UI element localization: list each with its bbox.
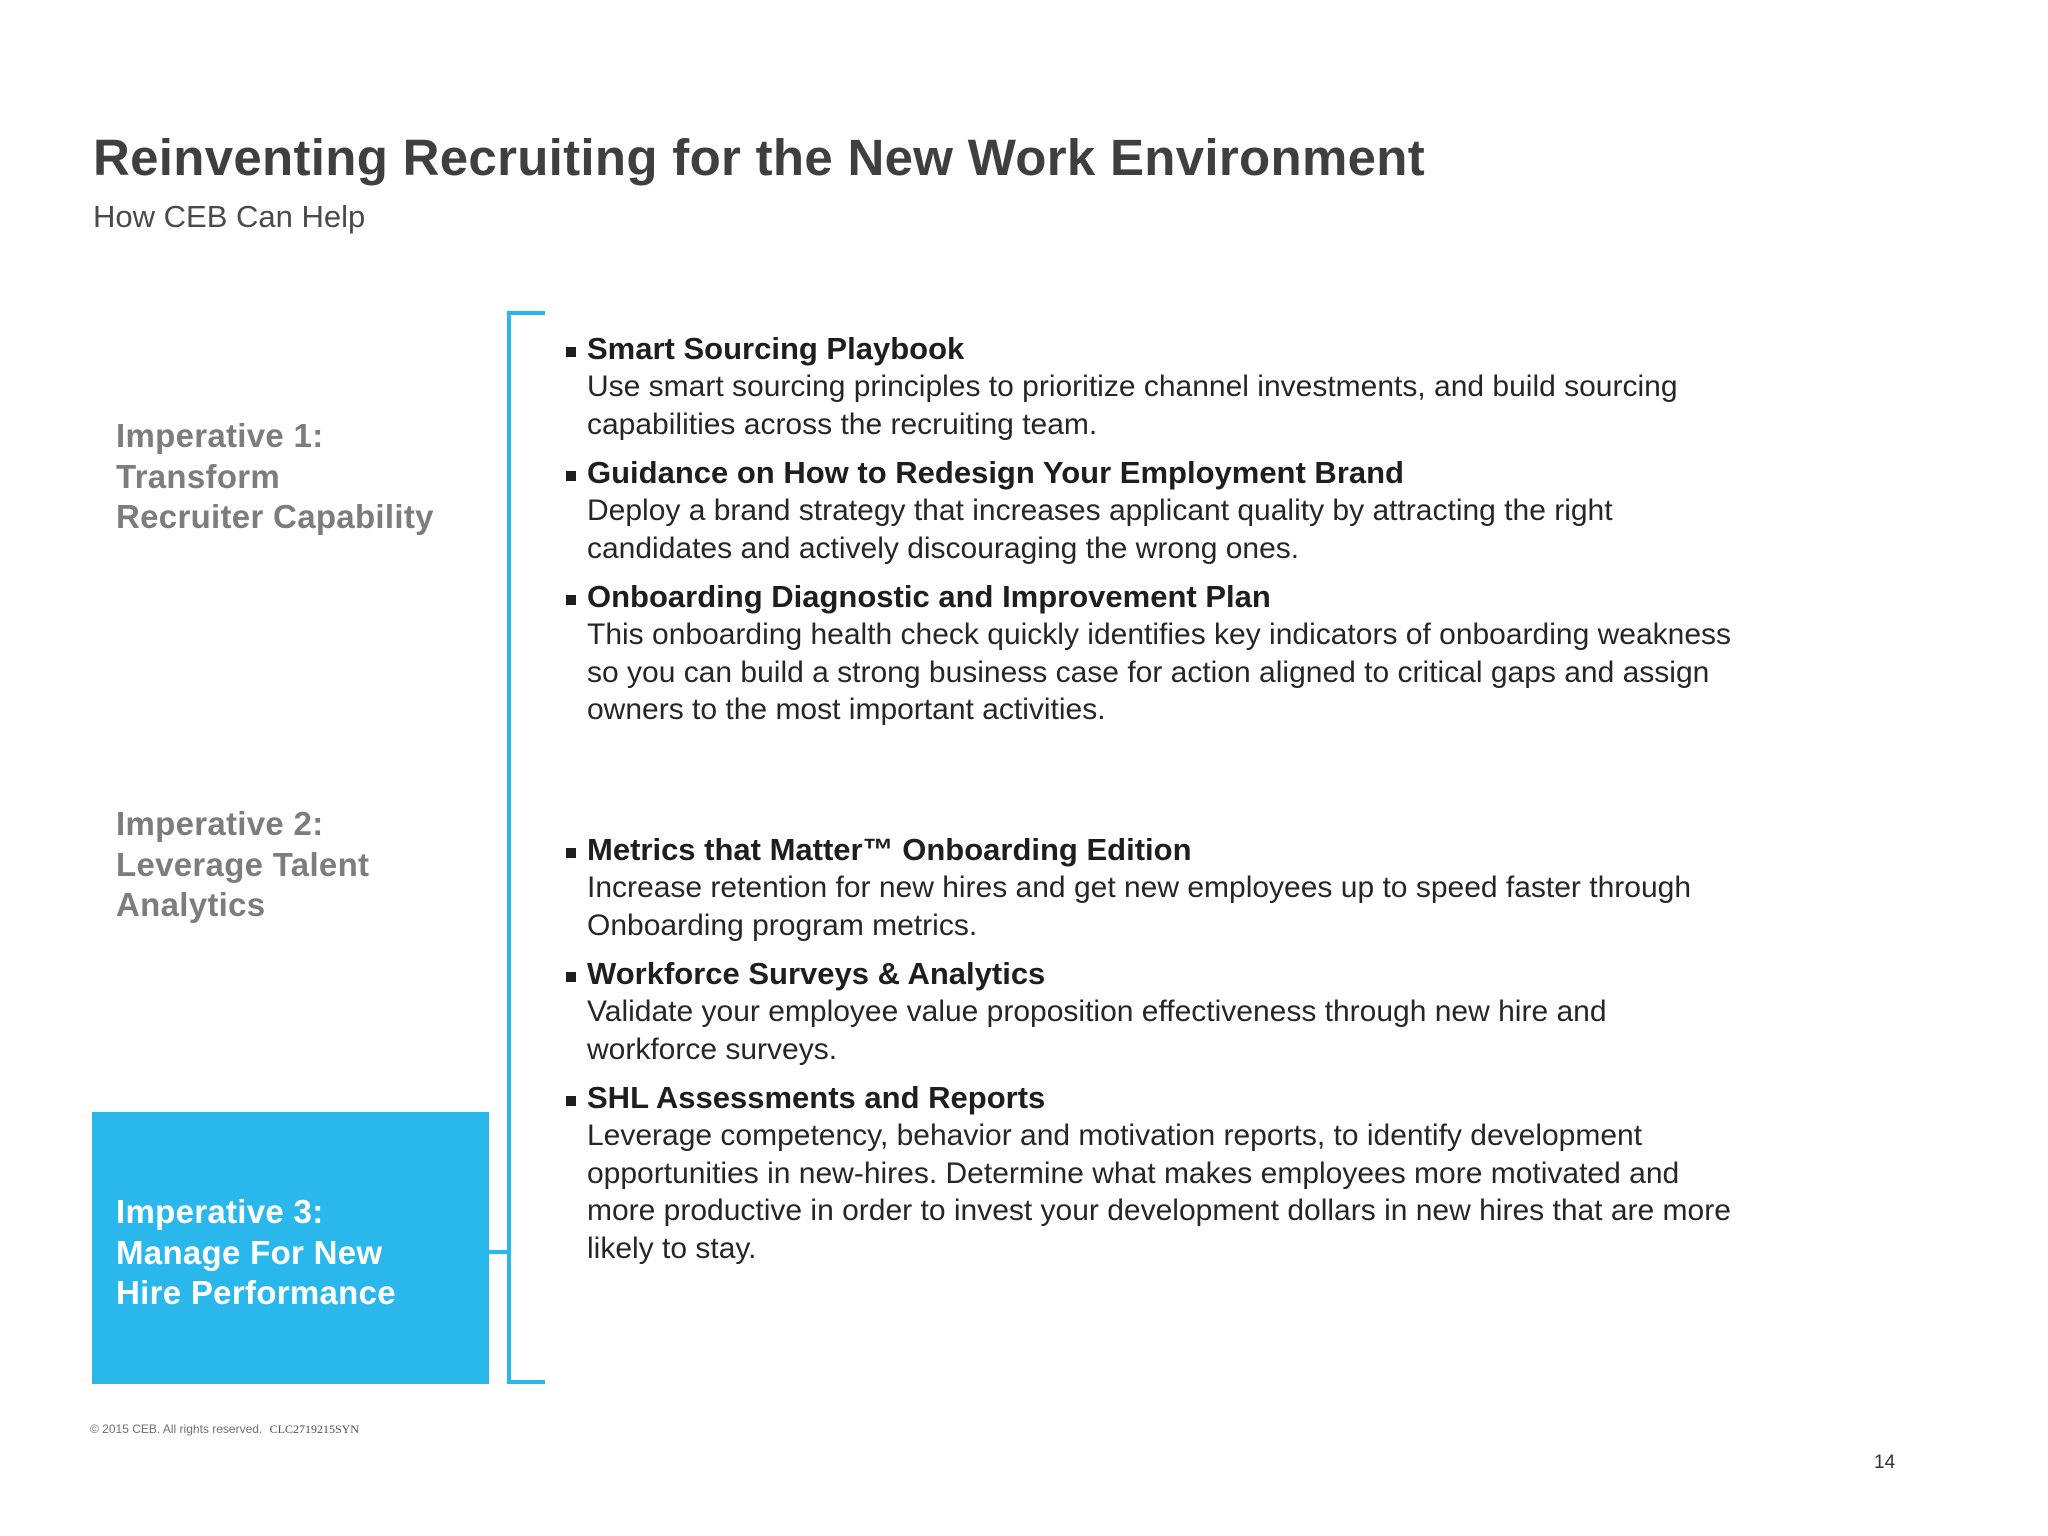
item-description-line: Use smart sourcing principles to prioritize channel investments, and build sourcing	[587, 370, 1678, 403]
imperative-1-line: Transform	[116, 457, 281, 495]
page-number: 14	[1874, 1452, 1896, 1473]
imperative-2-line: Analytics	[116, 886, 266, 923]
list-item	[560, 831, 1731, 944]
item-description	[587, 492, 1731, 567]
imperative-3-label	[116, 1192, 396, 1314]
list-item	[560, 454, 1731, 567]
item-description-line: workforce surveys.	[587, 1032, 838, 1066]
document-code: CLC2719215SYN	[269, 1422, 359, 1436]
item-title: Guidance on How to Redesign Your Employment Brand	[587, 455, 1404, 490]
bracket-connector	[489, 1250, 509, 1254]
imperative-3-line: Hire Performance	[116, 1274, 396, 1311]
page-subtitle: How CEB Can Help	[93, 199, 366, 234]
item-description-line: capabilities across the recruiting team.	[587, 407, 1098, 441]
imperative-1-line: Recruiter Capability	[116, 498, 434, 535]
square-bullet-icon	[566, 347, 576, 357]
imperative-3-line: Manage For New	[116, 1233, 383, 1271]
offerings-list-lower	[560, 831, 1731, 1278]
imperative-2-label	[116, 804, 369, 926]
footer-copyright	[90, 1422, 359, 1437]
item-description-line: more productive in order to invest your development dollars in new hires that are more	[587, 1194, 1731, 1227]
item-description	[587, 616, 1731, 729]
imperative-2-line: Imperative 2:	[116, 805, 324, 842]
item-description-line: owners to the most important activities.	[587, 693, 1106, 726]
copyright-text: © 2015 CEB. All rights reserved.	[90, 1422, 263, 1436]
item-description-line: Leverage competency, behavior and motivation reports, to identify development	[587, 1119, 1643, 1152]
item-title: Workforce Surveys & Analytics	[587, 956, 1046, 991]
square-bullet-icon	[566, 471, 576, 481]
item-title: Onboarding Diagnostic and Improvement Plan	[587, 579, 1271, 614]
item-description	[587, 1117, 1731, 1267]
imperative-3-line: Imperative 3:	[116, 1193, 324, 1230]
square-bullet-icon	[566, 848, 576, 858]
square-bullet-icon	[566, 1096, 576, 1106]
imperative-1-line: Imperative 1:	[116, 417, 324, 454]
square-bullet-icon	[566, 595, 576, 605]
grouping-bracket	[507, 311, 545, 1384]
square-bullet-icon	[566, 972, 576, 982]
item-description-line: This onboarding health check quickly identifies key indicators of onboarding weakness	[587, 618, 1731, 651]
list-item	[560, 330, 1731, 443]
item-title: Metrics that Matter™ Onboarding Edition	[587, 832, 1192, 867]
item-description-line: likely to stay.	[587, 1231, 757, 1265]
item-description-line: Onboarding program metrics.	[587, 908, 978, 942]
list-item	[560, 1079, 1731, 1267]
item-title: Smart Sourcing Playbook	[587, 331, 965, 366]
list-item	[560, 955, 1731, 1068]
item-description-line: Validate your employee value proposition effectiveness through new hire and	[587, 995, 1607, 1028]
item-description-line: so you can build a strong business case for action aligned to critical gaps and assign	[587, 655, 1710, 689]
imperative-1-label	[116, 416, 434, 538]
item-description-line: Deploy a brand strategy that increases applicant quality by attracting the right	[587, 494, 1613, 527]
item-description-line: candidates and actively discouraging the wrong ones.	[587, 531, 1300, 565]
item-description-line: opportunities in new-hires. Determine what makes employees more motivated and	[587, 1156, 1680, 1190]
imperative-2-line: Leverage Talent	[116, 845, 370, 883]
item-description-line: Increase retention for new hires and get new employees up to speed faster through	[587, 871, 1692, 904]
item-description	[587, 869, 1731, 944]
item-description	[587, 368, 1731, 443]
item-description	[587, 993, 1731, 1068]
item-title: SHL Assessments and Reports	[587, 1080, 1046, 1115]
list-item	[560, 578, 1731, 729]
offerings-list-upper	[560, 330, 1731, 740]
page-title: Reinventing Recruiting for the New Work Environment	[93, 129, 1425, 186]
